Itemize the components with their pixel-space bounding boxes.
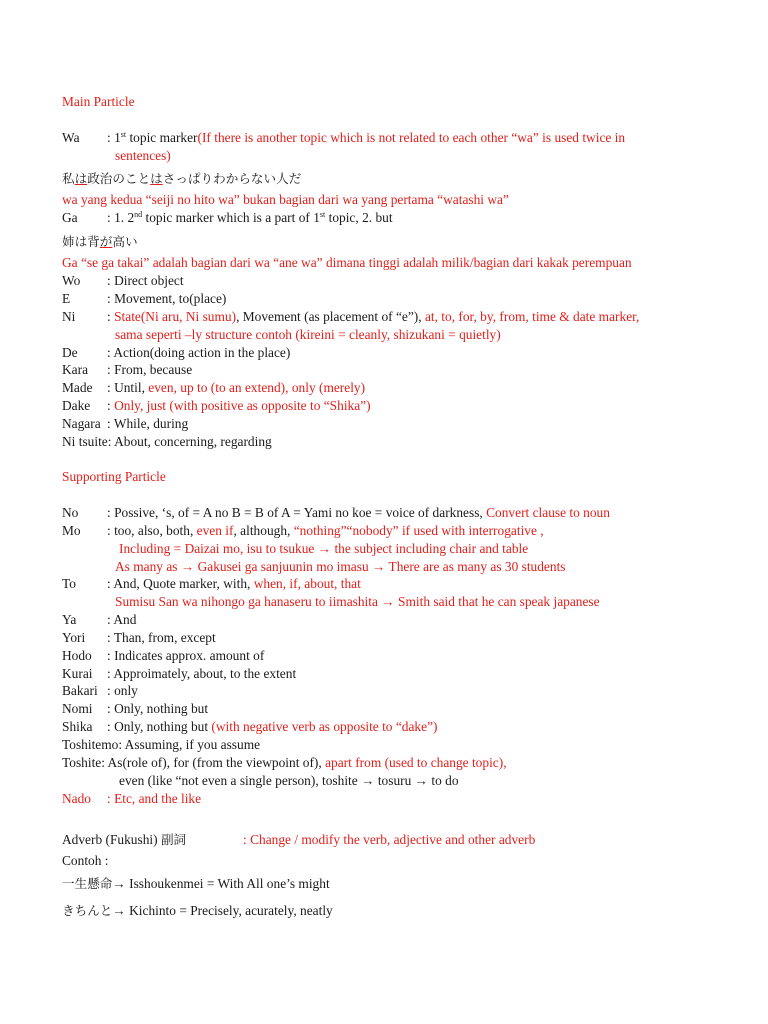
ga-example-jp [62, 234, 138, 250]
adverb-heading-label: Adverb (Fukushi) [62, 832, 161, 847]
dake-def: : [107, 398, 115, 413]
mo-example-2 [115, 559, 566, 575]
contoh-label: Contoh : [62, 853, 109, 868]
to-ex-part: Sumisu San wa nihongo ga hanaseru to iimashita [115, 594, 382, 609]
adverb-ex2-meaning: Precisely, acurately, neatly [190, 903, 333, 918]
wa-example-note: wa yang kedua “seiji no hito wa” bukan bagian dari wa yang pertama “watashi wa” [62, 192, 509, 207]
nagara-entry [62, 416, 188, 432]
wa-example-jp [62, 171, 301, 187]
kurai-entry [62, 666, 296, 682]
wa-def-b: topic marker [126, 130, 198, 145]
made-entry [62, 380, 365, 396]
mo-ex-part: Including = Daizai mo, isu to tsukue [119, 541, 318, 556]
arrow-icon: → [414, 773, 429, 788]
mo-ex-part: As many as [115, 559, 181, 574]
hodo-def: : Indicates approx. amount of [107, 648, 265, 663]
yori-def: : Than, from, except [107, 630, 216, 645]
dake-term: Dake [62, 398, 91, 413]
ga-ex-part: 高い [112, 234, 138, 249]
mo-entry [62, 523, 544, 539]
toshite-ex-part: to do [428, 773, 459, 788]
wa-def: : 1 [107, 130, 121, 145]
kurai-term: Kurai [62, 666, 93, 681]
mo-def-b: , although, [233, 523, 294, 538]
to-example [115, 594, 600, 610]
toshite-ex-part: even (like “not even a single person), toshite [119, 773, 362, 788]
wa-ex-part: 政治のこと [87, 171, 151, 186]
nitsuite-entry: Ni tsuite: About, concerning, regarding [62, 434, 272, 449]
toshite-def-red: apart from (used to change topic), [325, 755, 507, 770]
ya-term: Ya [62, 612, 77, 627]
toshite-entry [62, 755, 507, 771]
ga-ex-part: は [74, 234, 88, 249]
nado-def: : Etc, and the like [107, 791, 202, 806]
shika-def: : Only, nothing but [107, 719, 212, 734]
kara-term: Kara [62, 362, 89, 377]
nagara-term: Nagara [62, 416, 101, 431]
to-entry [62, 576, 361, 592]
to-ex-part: Smith said that he can speak japanese [394, 594, 600, 609]
ni-def-red: at, to, for, by, from, time & date marker, [424, 309, 640, 324]
mo-example-1 [119, 541, 528, 557]
kara-entry [62, 362, 192, 378]
ni-def-red: State(Ni aru, Ni sumu) [114, 309, 237, 324]
de-entry [62, 345, 290, 361]
ga-sup: nd [134, 210, 143, 219]
ni-term: Ni [62, 309, 76, 324]
ga-def-c: topic, 2. but [325, 210, 393, 225]
wa-ex-underline-2: は [150, 171, 163, 186]
mo-def-red: “nothing”“nobody” if used with interrogative , [293, 523, 544, 538]
adverb-heading [62, 832, 536, 848]
ni-entry [62, 309, 639, 325]
e-term: E [62, 291, 71, 306]
no-term: No [62, 505, 79, 520]
wa-ex-part: 私 [62, 171, 75, 186]
nomi-def: : Only, nothing but [107, 701, 209, 716]
to-def: : And, Quote marker, with, [107, 576, 254, 591]
adverb-example-1 [62, 876, 330, 892]
arrow-icon: → [361, 773, 375, 788]
ga-def: : 1. 2 [107, 210, 135, 225]
main-particle-title: Main Particle [62, 94, 135, 109]
ga-ex-part: 背 [87, 234, 100, 249]
wa-def-red: (If there is another topic which is not related to each other “wa” is used twice in [197, 130, 626, 145]
made-def: : Until, [107, 380, 149, 395]
toshitemo-entry: Toshitemo: Assuming, if you assume [62, 737, 261, 752]
bakari-term: Bakari [62, 683, 98, 698]
wo-term: Wo [62, 273, 81, 288]
ga-term: Ga [62, 210, 78, 225]
arrow-icon: → [112, 876, 126, 891]
wa-def-red-cont: sentences) [115, 148, 171, 163]
to-def-red: when, if, about, that [253, 576, 361, 591]
wo-entry [62, 273, 184, 289]
wo-def: : Direct object [107, 273, 184, 288]
mo-ex-part: There are as many as 30 students [385, 559, 566, 574]
wa-entry [62, 130, 625, 146]
kurai-def: : Approimately, about, to the extent [107, 666, 297, 681]
wa-ex-part: さっぱりわからない人だ [162, 171, 302, 186]
ga-entry [62, 210, 393, 226]
mo-def-red: even if [196, 523, 234, 538]
ni-def-b: , Movement (as placement of “e”), [236, 309, 425, 324]
de-term: De [62, 345, 78, 360]
nomi-term: Nomi [62, 701, 93, 716]
ni-def: : [107, 309, 115, 324]
adverb-heading-jp: 副詞 [160, 832, 187, 847]
ya-def: : And [107, 612, 137, 627]
ga-sup: st [319, 210, 326, 219]
arrow-icon: → [180, 559, 195, 574]
supporting-particle-title: Supporting Particle [62, 469, 166, 484]
to-term: To [62, 576, 76, 591]
adverb-example-2 [62, 903, 333, 919]
toshite-example [119, 773, 459, 789]
adverb-ex2-romaji: Kichinto = [125, 903, 191, 918]
shika-term: Shika [62, 719, 93, 734]
mo-term: Mo [62, 523, 81, 538]
arrow-icon: → [372, 559, 386, 574]
adverb-ex2-jp: きちんと [62, 903, 113, 918]
bakari-def: : only [107, 683, 138, 698]
arrow-icon: → [381, 594, 395, 609]
arrow-icon: → [317, 541, 332, 556]
ga-def-b: topic marker which is a part of 1 [142, 210, 320, 225]
hodo-entry [62, 648, 264, 664]
ni-def-cont: sama seperti –ly structure contoh (kireini = cleanly, shizukani = quietly) [115, 327, 501, 342]
arrow-icon: → [112, 903, 126, 918]
adverb-ex1-meaning: With All one’s might [217, 876, 330, 891]
ga-example-note: Ga “se ga takai” adalah bagian dari wa “ane wa” dimana tinggi adalah milik/bagian dari kakak perempuan [62, 255, 632, 270]
dake-entry [62, 398, 371, 414]
no-def: : Possive, ‘s, of = A no B = B of A = Yami no koe = voice of darkness, [107, 505, 487, 520]
adverb-heading-def: : Change / modify the verb, adjective and other adverb [243, 832, 536, 847]
mo-ex-part: the subject including chair and table [331, 541, 529, 556]
wa-ex-underline-1: は [74, 171, 88, 186]
ga-ex-underline: が [99, 234, 113, 249]
shika-entry [62, 719, 437, 735]
no-def-red: Convert clause to noun [486, 505, 610, 520]
nado-term: Nado [62, 791, 92, 806]
kara-def: : From, because [107, 362, 193, 377]
de-def: : Action(doing action in the place) [107, 345, 291, 360]
ga-ex-part: 姉 [62, 234, 75, 249]
ya-entry [62, 612, 136, 628]
e-entry [62, 291, 226, 307]
toshite-ex-part: tosuru [374, 773, 415, 788]
shika-def-red: (with negative verb as opposite to “dake”) [211, 719, 438, 734]
dake-def-red: Only, just (with positive as opposite to “Shika”) [114, 398, 371, 413]
nomi-entry [62, 701, 208, 717]
bakari-entry [62, 683, 138, 699]
adverb-ex1-jp: 一生懸命 [62, 876, 113, 891]
made-term: Made [62, 380, 93, 395]
hodo-term: Hodo [62, 648, 92, 663]
nado-entry [62, 791, 201, 807]
nagara-def: : While, during [107, 416, 189, 431]
toshite-def: Toshite: As(role of), for (from the viewpoint of), [62, 755, 326, 770]
mo-def: : too, also, both, [107, 523, 197, 538]
yori-entry [62, 630, 216, 646]
adverb-ex1-romaji: Isshoukenmei = [125, 876, 218, 891]
made-def-red: even, up to (to an extend), only (merely) [148, 380, 366, 395]
wa-term: Wa [62, 130, 80, 145]
no-entry [62, 505, 610, 521]
yori-term: Yori [62, 630, 86, 645]
e-def: : Movement, to(place) [107, 291, 227, 306]
wa-sup: st [120, 130, 127, 139]
mo-ex-part: Gakusei ga sanjuunin mo imasu [194, 559, 373, 574]
